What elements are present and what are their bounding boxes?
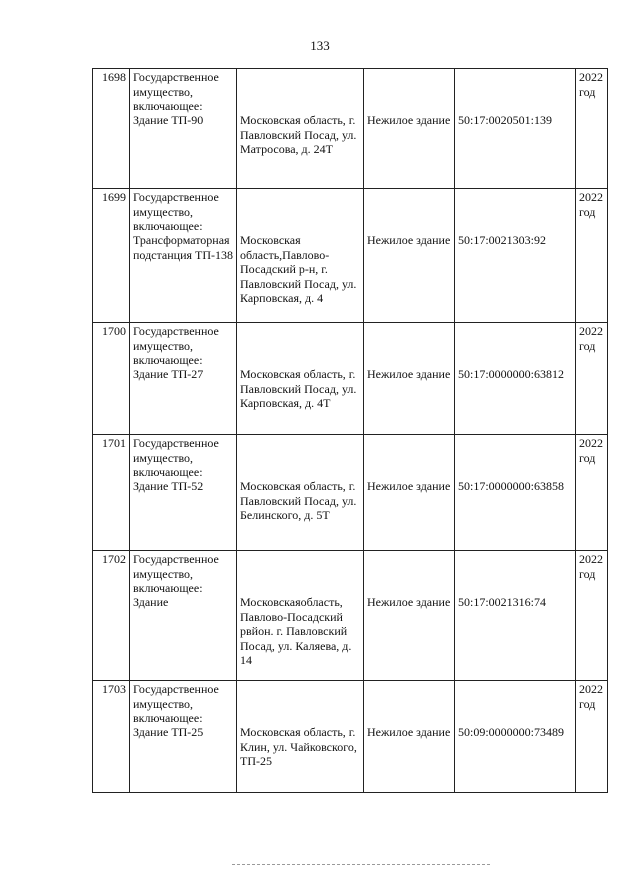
object-cell: [130, 69, 237, 189]
row-number: 1700: [93, 323, 130, 435]
group-heading: Государственное имущество, включающее:: [133, 70, 219, 113]
address-cell: [237, 681, 364, 793]
object-type: Нежилое здание: [367, 113, 451, 127]
object-name: Трансформаторная подстанция ТП-138: [133, 233, 234, 262]
object-name: Здание ТП-25: [133, 725, 204, 739]
object-cell: [130, 681, 237, 793]
type-cell: [364, 681, 455, 793]
page-bottom-rule: [232, 864, 490, 865]
cadastral-number: 50:17:0021303:92: [458, 233, 547, 247]
type-cell: [364, 189, 455, 323]
address-cell: [237, 551, 364, 681]
year-cell: 2022 год: [576, 323, 608, 435]
object-type: Нежилое здание: [367, 725, 451, 739]
row-number: 1699: [93, 189, 130, 323]
object-address: Московская область, г. Клин, ул. Чайковского, ТП-25: [240, 725, 357, 768]
object-name: Здание: [133, 595, 169, 609]
cadastral-cell: [455, 69, 576, 189]
object-address: Московскаяобласть, Павлово-Посадский рвйон. г. Павловский Посад, ул. Каляева, д. 14: [240, 595, 352, 667]
group-heading: Государственное имущество, включающее:: [133, 436, 219, 479]
cadastral-number: 50:17:0020501:139: [458, 113, 553, 127]
address-cell: [237, 69, 364, 189]
row-number: 1698: [93, 69, 130, 189]
object-type: Нежилое здание: [367, 595, 451, 609]
row-number: 1703: [93, 681, 130, 793]
row-number: 1702: [93, 551, 130, 681]
cadastral-cell: [455, 681, 576, 793]
cadastral-cell: [455, 551, 576, 681]
address-cell: [237, 323, 364, 435]
cadastral-number: 50:09:0000000:73489: [458, 725, 565, 739]
cadastral-cell: [455, 435, 576, 551]
address-cell: [237, 189, 364, 323]
object-name: Здание ТП-90: [133, 113, 204, 127]
object-address: Московская область, г. Павловский Посад, ул. Матросова, д. 24Т: [240, 113, 357, 156]
table-row: [93, 681, 608, 793]
object-address: Московская область,Павлово-Посадский р-н, г. Павловский Посад, ул. Карповская, д. 4: [240, 233, 357, 305]
table-row: [93, 551, 608, 681]
object-type: Нежилое здание: [367, 367, 451, 381]
object-address: Московская область, г. Павловский Посад, ул. Карповская, д. 4Т: [240, 367, 357, 410]
year-cell: 2022 год: [576, 69, 608, 189]
object-cell: [130, 435, 237, 551]
type-cell: [364, 323, 455, 435]
group-heading: Государственное имущество, включающее:: [133, 552, 219, 595]
type-cell: [364, 69, 455, 189]
year-cell: 2022 год: [576, 551, 608, 681]
row-number: 1701: [93, 435, 130, 551]
cadastral-cell: [455, 189, 576, 323]
type-cell: [364, 551, 455, 681]
table-row: [93, 189, 608, 323]
object-cell: [130, 189, 237, 323]
year-cell: 2022 год: [576, 435, 608, 551]
year-cell: 2022 год: [576, 681, 608, 793]
object-cell: [130, 323, 237, 435]
object-name: Здание ТП-52: [133, 479, 204, 493]
object-address: Московская область, г. Павловский Посад, ул. Белинского, д. 5Т: [240, 479, 357, 522]
group-heading: Государственное имущество, включающее:: [133, 682, 219, 725]
cadastral-number: 50:17:0000000:63858: [458, 479, 565, 493]
group-heading: Государственное имущество, включающее:: [133, 190, 219, 233]
year-cell: 2022 год: [576, 189, 608, 323]
cadastral-number: 50:17:0021316:74: [458, 595, 547, 609]
type-cell: [364, 435, 455, 551]
table-row: [93, 435, 608, 551]
table-row: [93, 323, 608, 435]
property-registry-table: [92, 68, 608, 793]
address-cell: [237, 435, 364, 551]
cadastral-number: 50:17:0000000:63812: [458, 367, 565, 381]
cadastral-cell: [455, 323, 576, 435]
table-row: [93, 69, 608, 189]
object-type: Нежилое здание: [367, 479, 451, 493]
group-heading: Государственное имущество, включающее:: [133, 324, 219, 367]
object-cell: [130, 551, 237, 681]
object-type: Нежилое здание: [367, 233, 451, 247]
page-number: 133: [310, 38, 330, 53]
object-name: Здание ТП-27: [133, 367, 204, 381]
